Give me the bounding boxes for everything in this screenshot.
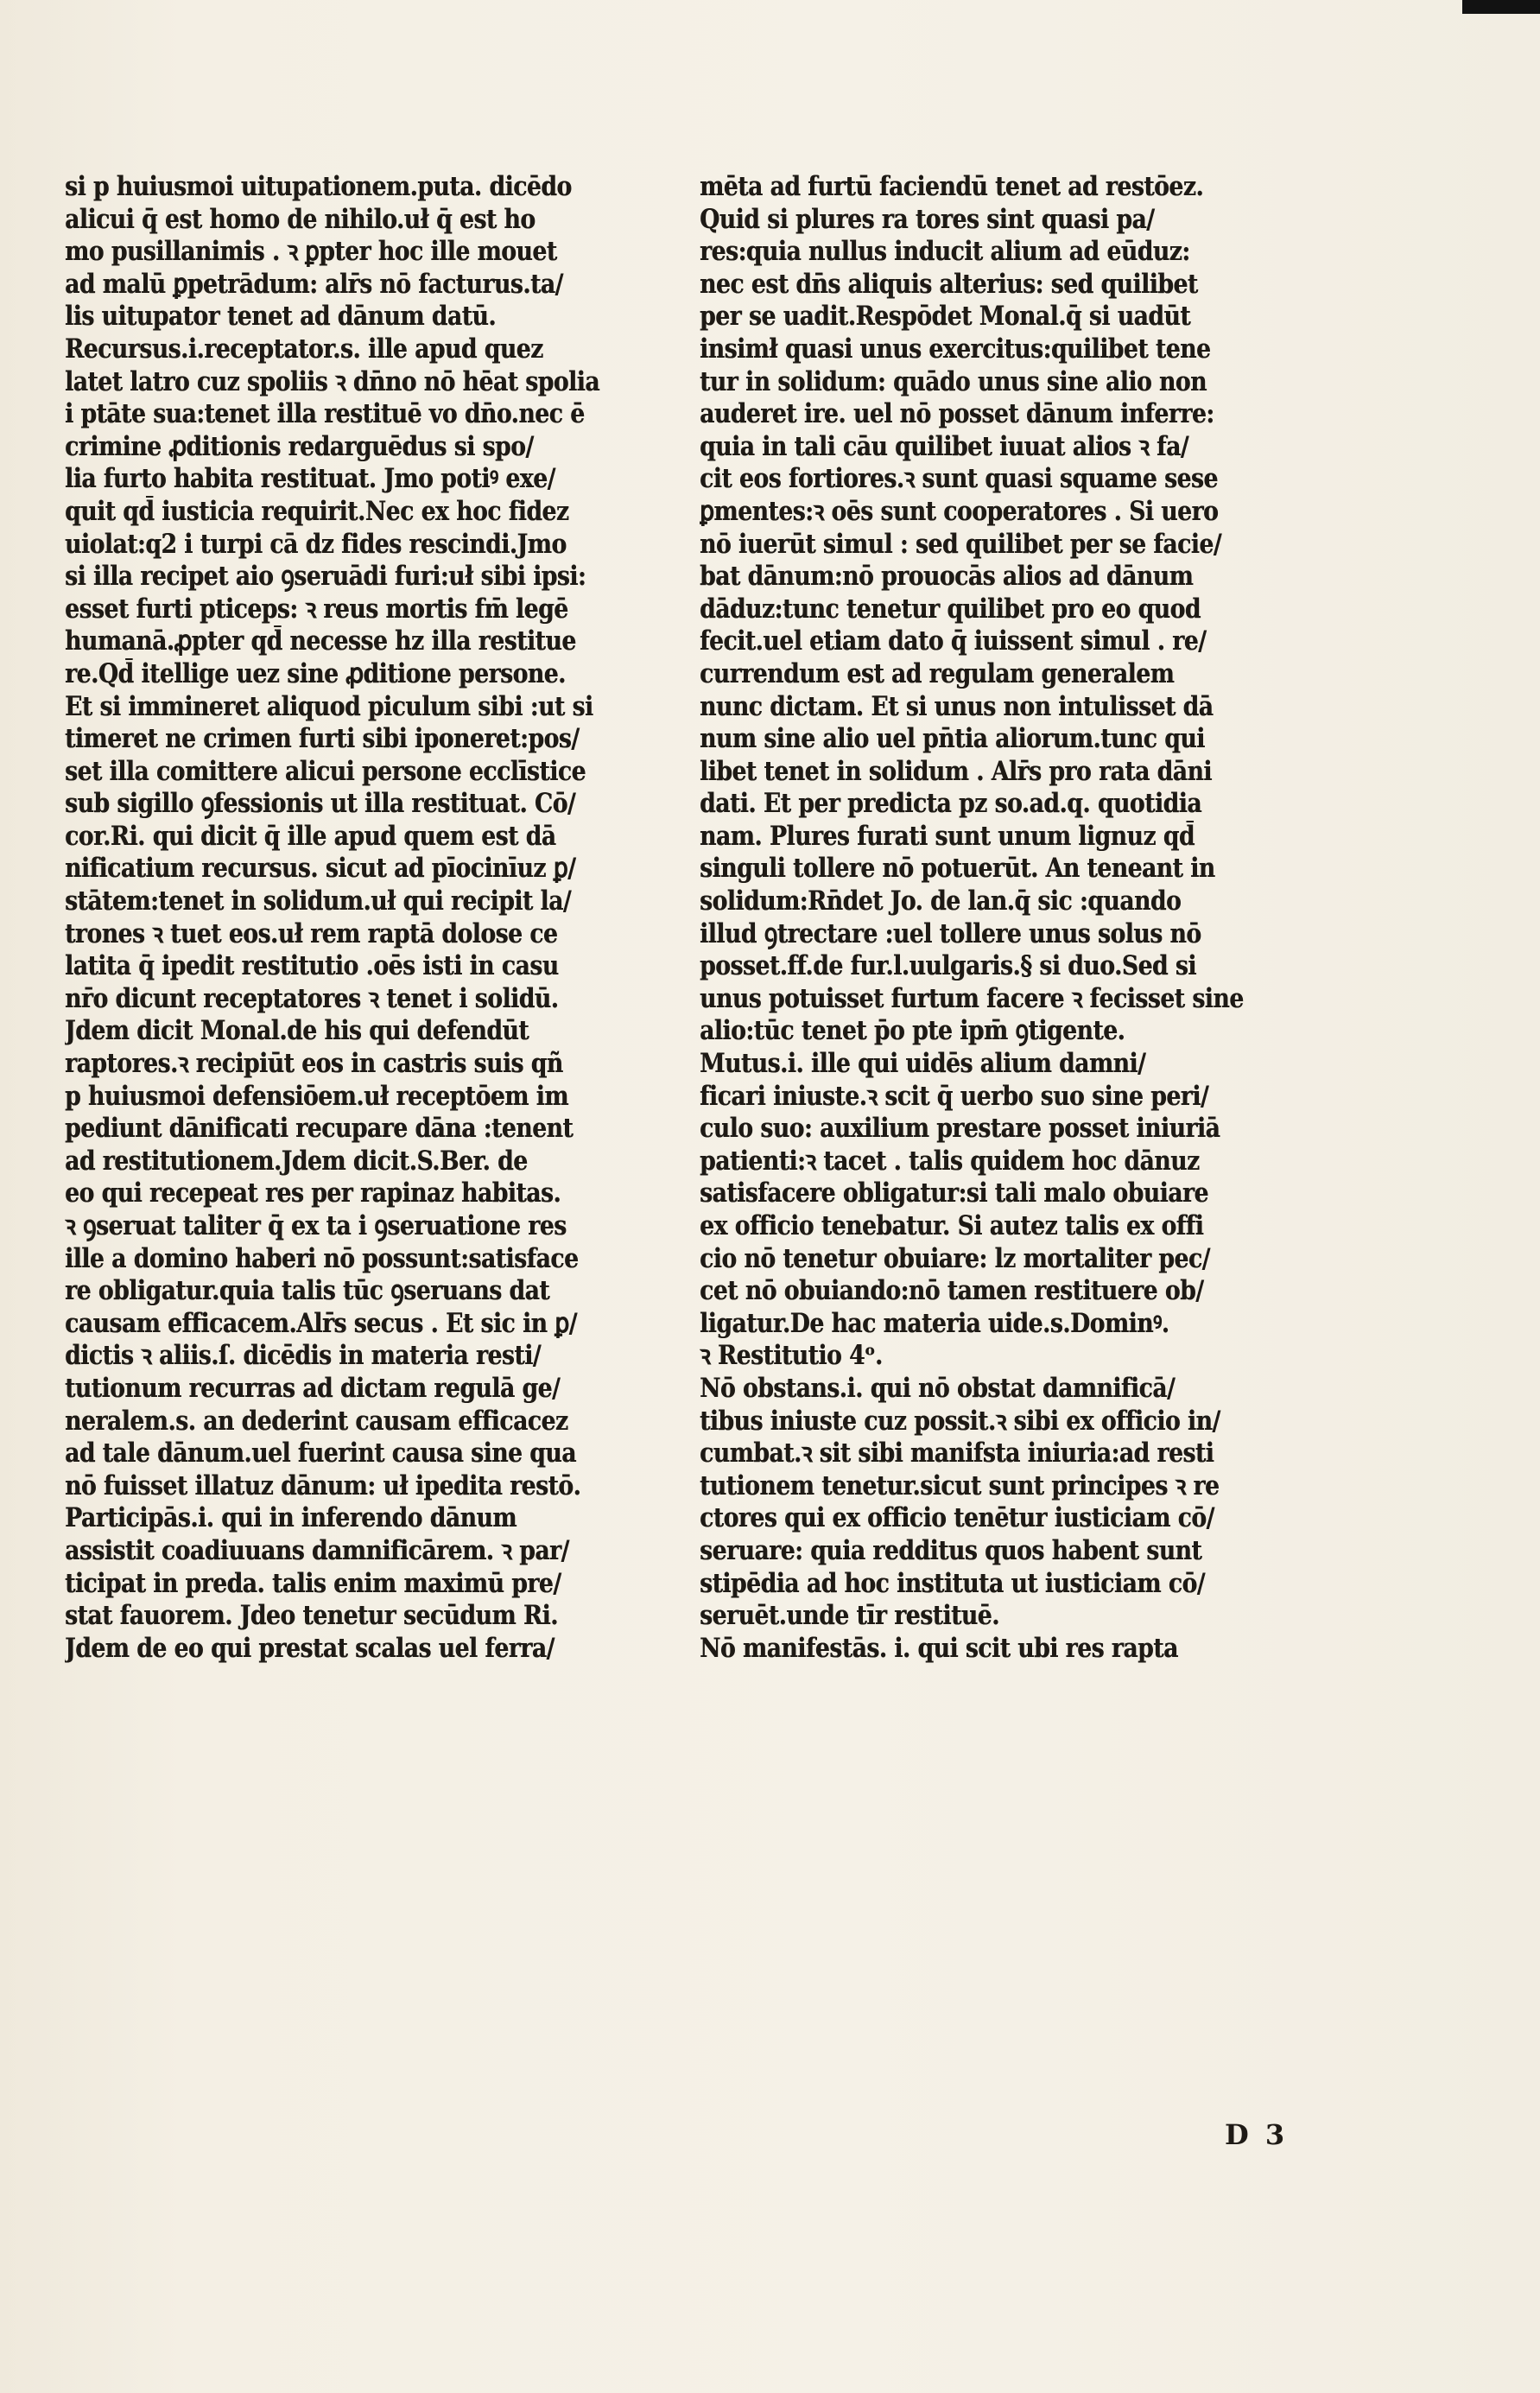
text-line: ticipat in preda. talis enim maximū pre/ — [65, 1567, 561, 1599]
text-line: trones ꝛ tuet eos.uł rem raptā dolose ce — [65, 917, 558, 949]
text-line: per se uadit.Respōdet Monal.q̄ si uadūt — [700, 301, 1191, 333]
text-line: dati. Et per predicta pz so.ad.q. quotidia — [700, 788, 1201, 820]
text-line: bat dānum:nō prouocās alios ad dānum — [700, 561, 1194, 593]
text-line: mēta ad furtū faciendū tenet ad restōez. — [700, 171, 1204, 202]
text-line: i ptāte sua:tenet illa restituē vo dn̄o.nec ē — [65, 398, 585, 430]
text-line: tibus iniuste cuz possit.ꝛ sibi ex officio in/ — [700, 1405, 1220, 1437]
text-line: humanā.ꝓpter qd̄ necesse hz illa restitue — [65, 625, 576, 657]
text-line: quia in tali cāu quilibet iuuat alios ꝛ fa/ — [700, 430, 1188, 462]
text-line: nam. Plures furati sunt unum lignuz qd̄ — [700, 820, 1195, 852]
text-line: ex officio tenebatur. Si autez talis ex offi — [700, 1210, 1204, 1241]
text-line: unus potuisset furtum facere ꝛ fecisset sine — [700, 982, 1244, 1014]
text-line: uiolat:q2 i turpi cā dz fides rescindi.Jmo — [65, 528, 567, 560]
text-line: re.Qd̄ itellige uez sine ꝓditione persone. — [65, 657, 566, 689]
text-line: ad restitutionem.Jdem dicit.S.Ber. de — [65, 1145, 528, 1177]
text-line: neralem.s. an dederint causam efficacez — [65, 1405, 568, 1437]
text-line: singuli tollere nō potuerūt. An teneant in — [700, 853, 1215, 885]
text-line: ad tale dānum.uel fuerint causa sine qua — [65, 1438, 576, 1469]
text-line: Participās.i. qui in inferendo dānum — [65, 1502, 517, 1534]
text-line: Mutus.i. ille qui uidēs alium damni/ — [700, 1048, 1146, 1080]
text-line: Recursus.i.receptator.s. ille apud quez — [65, 333, 543, 365]
text-line: res:quia nullus inducit alium ad eūduz: — [700, 236, 1190, 268]
text-line: lis uitupator tenet ad dānum datū. — [65, 301, 497, 333]
text-line: cio nō tenetur obuiare: lz mortaliter pec/ — [700, 1242, 1210, 1274]
text-line: stipēdia ad hoc instituta ut iusticiam cō/ — [700, 1567, 1205, 1599]
right-text-column — [700, 171, 1321, 1665]
text-line: alio:tūc tenet p̄o pte ipm̄ ꝯtigente. — [700, 1015, 1125, 1047]
text-line: nificatium recursus. sicut ad pīocinīuz ꝑ/ — [65, 853, 576, 885]
scan-edge-shadow — [1462, 0, 1540, 14]
text-line: re obligatur.quia talis tūc ꝯseruans dat — [65, 1275, 550, 1307]
text-line: illud ꝯtrectare :uel tollere unus solus nō — [700, 917, 1201, 949]
text-line: Quid si plures ra tores sint quasi pa/ — [700, 203, 1155, 235]
text-line: latet latro cuz spoliis ꝛ dn̄no nō hēat spolia — [65, 365, 600, 397]
text-line: tutionem tenetur.sicut sunt principes ꝛ re — [700, 1469, 1220, 1501]
text-line: pediunt dānificati recupare dāna :tenent — [65, 1113, 574, 1145]
text-line: dictis ꝛ aliis.ſ. dicēdis in materia resti/ — [65, 1340, 541, 1372]
text-line: ficari iniuste.ꝛ scit q̄ uerbo suo sine peri/ — [700, 1080, 1209, 1112]
text-line: alicui q̄ est homo de nihilo.uł q̄ est ho — [65, 203, 536, 235]
text-line: libet tenet in solidum . Alr̄s pro rata dāni — [700, 755, 1212, 787]
text-line: ligatur.De hac materia uide.s.Dominꝰ. — [700, 1307, 1169, 1339]
text-line: cet nō obuiando:nō tamen restituere ob/ — [700, 1275, 1204, 1307]
signature-mark: D 3 — [1225, 2118, 1289, 2151]
text-line: cit eos fortiores.ꝛ sunt quasi squame sese — [700, 463, 1218, 495]
text-line: stat fauorem. Jdeo tenetur secūdum Ri. — [65, 1600, 558, 1632]
text-line: nō fuisset illatuz dānum: uł ipedita restō. — [65, 1469, 581, 1501]
text-line: Nō manifestās. i. qui scit ubi res rapta — [700, 1632, 1178, 1664]
text-line: dāduz:tunc tenetur quilibet pro eo quod — [700, 593, 1201, 625]
text-line: mo pusillanimis . ꝛ ꝑpter hoc ille mouet — [65, 236, 557, 268]
text-line: patienti:ꝛ tacet . talis quidem hoc dānuz — [700, 1145, 1200, 1177]
text-line: nunc dictam. Et si unus non intulisset dā — [700, 690, 1214, 722]
text-line: quit qd̄ iusticia requirit.Nec ex hoc fidez — [65, 495, 569, 527]
text-line: set illa comittere alicui persone ecclīstice — [65, 755, 586, 787]
text-line: Et si immineret aliquod piculum sibi :ut si — [65, 690, 593, 722]
text-line: stātem:tenet in solidum.uł qui recipit la/ — [65, 885, 572, 917]
text-line: ꝛ ꝯseruat taliter q̄ ex ta i ꝯseruatione res — [65, 1210, 567, 1241]
text-line: tutionum recurras ad dictam regulā ge/ — [65, 1372, 561, 1404]
text-line: latita q̄ ipedit restitutio .oēs isti in casu — [65, 950, 559, 982]
text-line: timeret ne crimen furti sibi iponeret:pos/ — [65, 723, 580, 755]
text-line: Jdem de eo qui prestat scalas uel ferra/ — [65, 1632, 555, 1664]
text-line: p huiusmoi defensiōem.uł receptōem im — [65, 1080, 568, 1112]
text-line: Nō obstans.i. qui nō obstat damnificā/ — [700, 1372, 1176, 1404]
text-line: Jdem dicit Monal.de his qui defendūt — [65, 1015, 529, 1047]
text-line: ꝑmentes:ꝛ oēs sunt cooperatores . Si uero — [700, 495, 1219, 527]
text-line: ad malū ꝑpetrādum: alr̄s nō facturus.ta/ — [65, 268, 563, 300]
text-line: cumbat.ꝛ sit sibi manifsta iniuria:ad resti — [700, 1438, 1214, 1469]
text-line: lia furto habita restituat. Jmo potiꝰ exe/ — [65, 463, 555, 495]
text-line: eo qui recepeat res per rapinaz habitas. — [65, 1177, 561, 1209]
text-line: currendum est ad regulam generalem — [700, 657, 1175, 689]
text-line: tur in solidum: quādo unus sine alio non — [700, 365, 1207, 397]
text-line: seruēt.unde tīr restituē. — [700, 1600, 999, 1632]
text-line: ille a domino haberi nō possunt:satisface — [65, 1242, 579, 1274]
text-line: solidum:Rn̄det Jo. de lan.q̄ sic :quando — [700, 885, 1182, 917]
text-line: nō iuerūt simul : sed quilibet per se facie/ — [700, 528, 1221, 560]
text-line: satisfacere obligatur:si tali malo obuiare — [700, 1177, 1208, 1209]
text-line: cor.Ri. qui dicit q̄ ille apud quem est dā — [65, 820, 556, 852]
text-line: assistit coadiuuans damnificārem. ꝛ par/ — [65, 1534, 569, 1566]
text-line: num sine alio uel pn̄tia aliorum.tunc qui — [700, 723, 1205, 755]
text-line: insimł quasi unus exercitus:quilibet tene — [700, 333, 1211, 365]
text-line: ctores qui ex officio tenētur iusticiam cō/ — [700, 1502, 1214, 1534]
left-text-column — [65, 171, 687, 1665]
text-line: raptores.ꝛ recipiūt eos in castris suis qñ — [65, 1048, 563, 1080]
text-line: culo suo: auxilium prestare posset iniuriā — [700, 1113, 1220, 1145]
text-line: posset.ff.de fur.l.uulgaris.§ si duo.Sed si — [700, 950, 1196, 982]
text-line: ꝛ Restitutio 4ᵒ. — [700, 1340, 883, 1372]
text-line: esset furti pticeps: ꝛ reus mortis fm̄ legē — [65, 593, 568, 625]
text-line: crimine ꝓditionis redarguēdus si spo/ — [65, 430, 534, 462]
text-line: nec est dn̄s aliquis alterius: sed quilibet — [700, 268, 1198, 300]
text-line: nr̄o dicunt receptatores ꝛ tenet i solidū. — [65, 982, 559, 1014]
text-line: fecit.uel etiam dato q̄ iuissent simul . re/ — [700, 625, 1207, 657]
text-line: auderet ire. uel nō posset dānum inferre: — [700, 398, 1214, 430]
text-line: si illa recipet aio ꝯseruādi furi:uł sibi ipsi: — [65, 561, 586, 593]
text-line: si p huiusmoi uitupationem.puta. dicēdo — [65, 171, 572, 202]
text-line: seruare: quia redditus quos habent sunt — [700, 1534, 1202, 1566]
text-line: sub sigillo ꝯfessionis ut illa restituat. Cō/ — [65, 788, 576, 820]
text-line: causam efficacem.Alr̄s secus . Et sic in ꝑ/ — [65, 1307, 577, 1339]
